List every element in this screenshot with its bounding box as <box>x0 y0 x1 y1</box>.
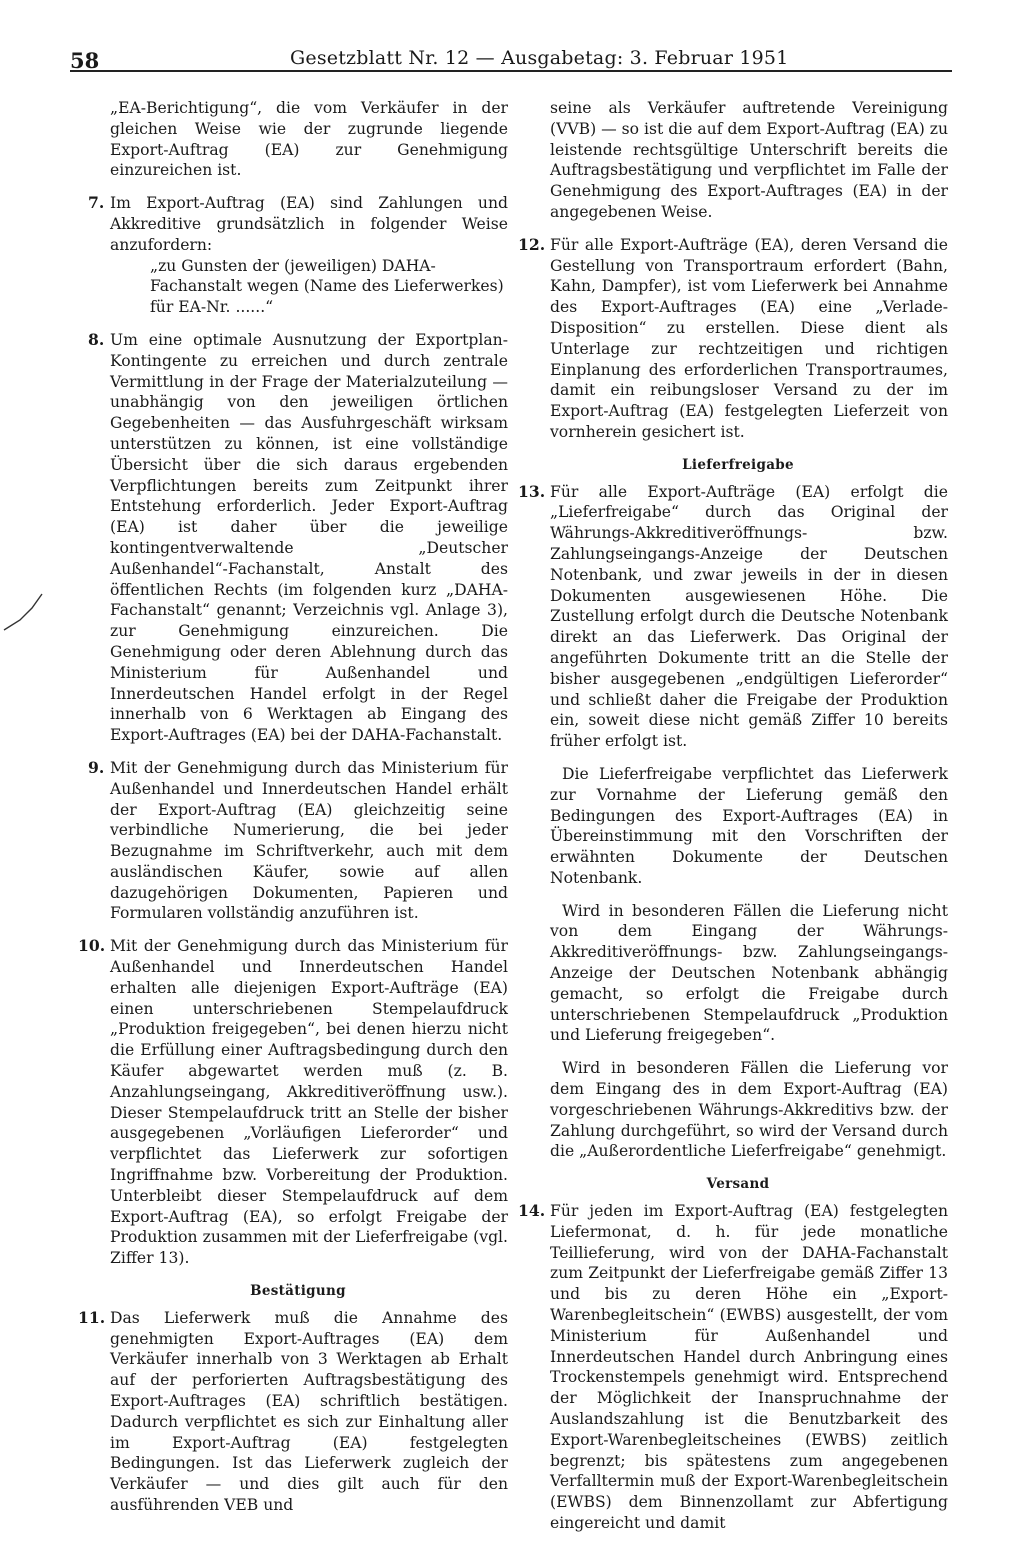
item-text: Mit der Genehmigung durch das Ministerium für Außenhandel und Innerdeutschen Handel erhalten alle diejenigen Export-Aufträge (EA) einen unterschriebenen Stempelaufdruck „Produktion freigegeben“, bei denen hierzu nicht die Erfüllung einer Auftragsbedingung durch den Käufer abgewartet werden muß (z. B. Anzahlungseingang, Akkreditiveröffnung usw.). Dieser Stempelaufdruck tritt an Stelle der bisher ausgegebenen „Vorläufigen Lieferorder“ und verpflichtet das Lieferwerk zur sofortigen Ingriffnahme bzw. Vorbereitung der Produktion. Unterbleibt dieser Stempelaufdruck auf dem Export-Auftrag (EA), so erfolgt Freigabe der Produktion zusammen mit der Lieferfreigabe (vgl. Ziffer 13). <box>110 937 508 1268</box>
page-number: 58 <box>70 48 100 73</box>
item-7 <box>88 193 508 318</box>
paragraph-special-case-stamp: Wird in besonderen Fällen die Lieferung nicht von dem Eingang der Währungs-Akkreditiveröffnungs- bzw. Zahlungseingangs-Anzeige der Deutschen Notenbank abhängig gemacht, so erfolgt die Freigabe durch unterschriebenen Stempelaufdruck „Produktion und Lieferung freigegeben“. <box>550 901 948 1045</box>
margin-pencil-mark <box>2 592 62 632</box>
paragraph-lieferfreigabe-obligation: Die Lieferfreigabe verpflichtet das Lieferwerk zur Vornahme der Lieferung gemäß den Bedingungen des Export-Auftrages (EA) in Übereinstimmung mit den Vorschriften der erwähnten Dokumente der Deutschen Notenbank. <box>550 764 948 887</box>
paragraph-extraordinary-release: Wird in besonderen Fällen die Lieferung vor dem Eingang des in dem Export-Auftrag (EA) vorgeschriebenen Währungs-Akkreditivs bzw. der Zahlung durchgeführt, so wird der Versand durch die „Außerordentliche Lieferfreigabe“ genehmigt. <box>550 1059 948 1161</box>
section-heading-lieferfreigabe: Lieferfreigabe <box>682 456 794 473</box>
section-heading-versand: Versand <box>706 1176 770 1193</box>
item-8 <box>88 330 508 746</box>
item-10 <box>78 936 508 1269</box>
item-number: 12. <box>518 234 546 254</box>
item-number: 14. <box>518 1201 546 1221</box>
item-text: Für alle Export-Aufträge (EA) erfolgt die „Lieferfreigabe“ durch das Original der Währungs-Akkreditiveröffnungs- bzw. Zahlungseingangs-Anzeige der Deutschen Notenbank, und zwar jeweils in der in diesen Dokumenten ausgewiesenen Höhe. Die Zustellung erfolgt durch die Deutsche Notenbank direkt an das Lieferwerk. Das Original der angeführten Dokumente tritt an die Stelle der bisher ausgegebenen „endgültigen Lieferorder“ und schließt daher die Freigabe der Produktion ein, soweit diese nicht gemäß Ziffer 10 bereits früher erfolgt ist. <box>550 482 948 751</box>
item-text: Im Export-Auftrag (EA) sind Zahlungen und Akkreditive grundsätzlich in folgender Weise anzufordern: <box>110 194 508 254</box>
item-number: 8. <box>88 329 105 349</box>
continuation-paragraph: „EA-Berichtigung“, die vom Verkäufer in der gleichen Weise wie der zugrunde liegende Export-Auftrag (EA) zur Genehmigung einzureichen ist. <box>110 99 508 180</box>
continuation-paragraph: seine als Verkäufer auftretende Vereinigung (VVB) — so ist die auf dem Export-Auftrag (EA) zu leistende rechtsgültige Unterschrift bereits die Auftragsbestätigung und verpflichtet im Falle der Genehmigung des Export-Auftrages (EA) in der angegebenen Weise. <box>550 99 948 221</box>
item-text: Das Lieferwerk muß die Annahme des genehmigten Export-Auftrages (EA) dem Verkäufer innerhalb von 3 Werktagen ab Erhalt auf der perforierten Auftragsbestätigung des Export-Auftrages (EA) schriftlich bestätigen. Dadurch verpflichtet es sich zur Einhaltung aller im Export-Auftrag (EA) festgelegten Bedingungen. Ist das Lieferwerk zugleich der Verkäufer — und dies gilt auch für den ausführenden VEB und <box>110 1308 508 1514</box>
item-number: 9. <box>88 757 105 777</box>
item-number: 13. <box>518 481 546 501</box>
item-12 <box>518 234 948 443</box>
right-column <box>518 98 948 1546</box>
running-head: Gesetzblatt Nr. 12 — Ausgabetag: 3. Februar 1951 <box>290 47 789 69</box>
left-column <box>78 98 508 1528</box>
item-9 <box>88 758 508 924</box>
item-text: Um eine optimale Ausnutzung der Exportplan-Kontingente zu erreichen und durch zentrale Vermittlung in der Frage der Materialzuteilung — unabhängig von den jeweiligen örtlichen Gegebenheiten — das Ausfuhrgeschäft wirksam unterstützen zu können, ist eine vollständige Übersicht über die sich daraus ergebenden Verpflichtungen bereits zum Zeitpunkt ihrer Entstehung erforderlich. Jeder Export-Auftrag (EA) ist daher über die jeweilige kontingentverwaltende „Deutscher Außenhandel“-Fachanstalt, Anstalt des öffentlichen Rechts (im folgenden kurz „DAHA-Fachanstalt“ genannt; Verzeichnis vgl. Anlage 3), zur Genehmigung einzureichen. Die Genehmigung oder deren Ablehnung durch das Ministerium für Außenhandel und Innerdeutschen Handel erfolgt in der Regel innerhalb von 6 Werktagen ab Eingang des Export-Auftrages (EA) bei der DAHA-Fachanstalt. <box>110 330 508 745</box>
item-number: 7. <box>88 193 105 213</box>
item-number: 11. <box>78 1307 106 1327</box>
header-rule <box>70 70 952 72</box>
item-14 <box>518 1201 948 1534</box>
item-text: Mit der Genehmigung durch das Ministerium für Außenhandel und Innerdeutschen Handel erhält der Export-Auftrag (EA) gleichzeitig seine verbindliche Numerierung, die bei jeder Bezugnahme im Schriftverkehr, auch mit dem ausländischen Käufer, sowie auf allen dazugehörigen Dokumenten, Papieren und Formularen vollständig anzuführen ist. <box>110 758 508 923</box>
section-heading-bestaetigung: Bestätigung <box>250 1283 346 1300</box>
item-quote: „zu Gunsten der (jeweiligen) DAHA-Fachanstalt wegen (Name des Lieferwerkes) für EA-Nr. ......“ <box>150 256 504 317</box>
item-11 <box>78 1307 508 1516</box>
item-text: Für jeden im Export-Auftrag (EA) festgelegten Liefermonat, d. h. für jede monatliche Teillieferung, wird von der DAHA-Fachanstalt zum Zeitpunkt der Lieferfreigabe gemäß Ziffer 13 und bis zu deren Höhe ein „Export-Warenbegleitschein“ (EWBS) ausgestellt, der vom Ministerium für Außenhandel und Innerdeutschen Handel durch Anbringung eines Trockenstempels genehmigt wird. Entsprechend der Möglichkeit der Inanspruchnahme der Auslandszahlung ist die Benutzbarkeit des Export-Warenbegleitscheines (EWBS) zeitlich begrenzt; bis spätestens zum angegebenen Verfalltermin muß der Export-Warenbegleitschein (EWBS) dem Binnenzollamt zur Abfertigung eingereicht und damit <box>550 1202 948 1532</box>
item-number: 10. <box>78 936 106 956</box>
item-13 <box>518 481 948 752</box>
item-text: Für alle Export-Aufträge (EA), deren Versand die Gestellung von Transportraum erfordert (Bahn, Kahn, Dampfer), ist vom Lieferwerk bei Annahme des Export-Auftrages (EA) eine „Verlade-Disposition“ zu erstellen. Diese dient als Unterlage zur rechtzeitigen und richtigen Einplanung des erforderlichen Transportraumes, damit ein reibungsloser Versand zu der im Export-Auftrag (EA) festgelegten Lieferzeit von vornherein gesichert ist. <box>550 235 948 441</box>
